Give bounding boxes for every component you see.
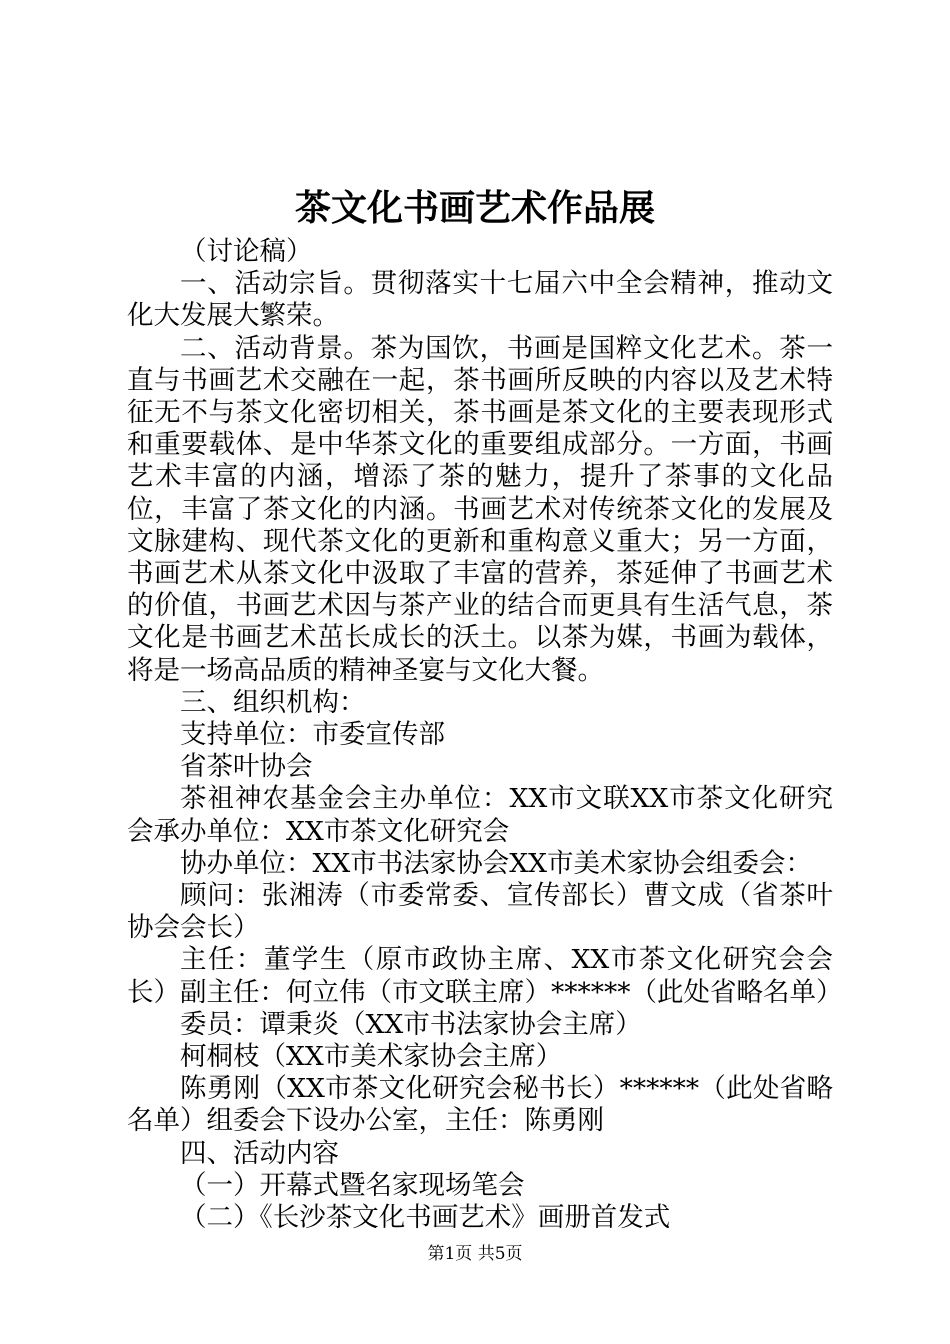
paragraph-activity-1: （一）开幕式暨名家现场笔会 xyxy=(180,1169,525,1201)
page-footer: 第1页 共5页 xyxy=(427,1244,523,1264)
paragraph-advisors: 顾问：张湘涛（市委常委、宣传部长）曹文成（省茶叶协会会长） xyxy=(127,880,833,944)
paragraph-member-1: 委员：谭秉炎（XX市书法家协会主席） xyxy=(180,1008,642,1040)
paragraph-activity-2: （二）《长沙茶文化书画艺术》画册首发式 xyxy=(180,1202,671,1234)
paragraph-hosts: 茶祖神农基金会主办单位：XX市文联XX市茶文化研究会承办单位：XX市茶文化研究会 xyxy=(127,783,833,847)
paragraph-member-2: 柯桐枝（XX市美术家协会主席） xyxy=(180,1041,563,1073)
document-body xyxy=(127,236,843,1234)
paragraph-background: 二、活动背景。茶为国饮，书画是国粹文化艺术。茶一直与书画艺术交融在一起，茶书画所反映的内容以及艺术特征无不与茶文化密切相关，茶书画是茶文化的主要表现形式和重要载体、是中华茶文化的重要组成部分。一方面，书画艺术丰富的内涵，增添了茶的魅力，提升了茶事的文化品位，丰富了茶文化的内涵。书画艺术对传统茶文化的发展及文脉建构、现代茶文化的更新和重构意义重大；另一方面，书画艺术从茶文化中汲取了丰富的营养，茶延伸了书画艺术的价值，书画艺术因与茶产业的结合而更具有生活气息，茶文化是书画艺术茁长成长的沃土。以茶为媒，书画为载体，将是一场高品质的精神圣宴与文化大餐。 xyxy=(127,332,833,686)
paragraph-purpose: 一、活动宗旨。贯彻落实十七届六中全会精神，推动文化大发展大繁荣。 xyxy=(127,268,833,332)
paragraph-directors: 主任：董学生（原市政协主席、XX市茶文化研究会会长）副主任：何立伟（市文联主席）******（此处省略名单） xyxy=(127,944,843,1008)
paragraph-supporting-unit: 支持单位：市委宣传部 xyxy=(180,719,445,751)
paragraph-tea-association: 省茶叶协会 xyxy=(180,751,313,783)
paragraph-activities-heading: 四、活动内容 xyxy=(180,1137,339,1169)
paragraph-organization-heading: 三、组织机构： xyxy=(180,686,366,718)
paragraph-member-3: 陈勇刚（XX市茶文化研究会秘书长）******（此处省略名单）组委会下设办公室，主任：陈勇刚 xyxy=(127,1073,833,1137)
paragraph-co-organizers: 协办单位：XX市书法家协会XX市美术家协会组委会： xyxy=(180,847,812,879)
paragraph-draft-note: （讨论稿） xyxy=(180,236,313,267)
document-title: 茶文化书画艺术作品展 xyxy=(294,187,655,229)
